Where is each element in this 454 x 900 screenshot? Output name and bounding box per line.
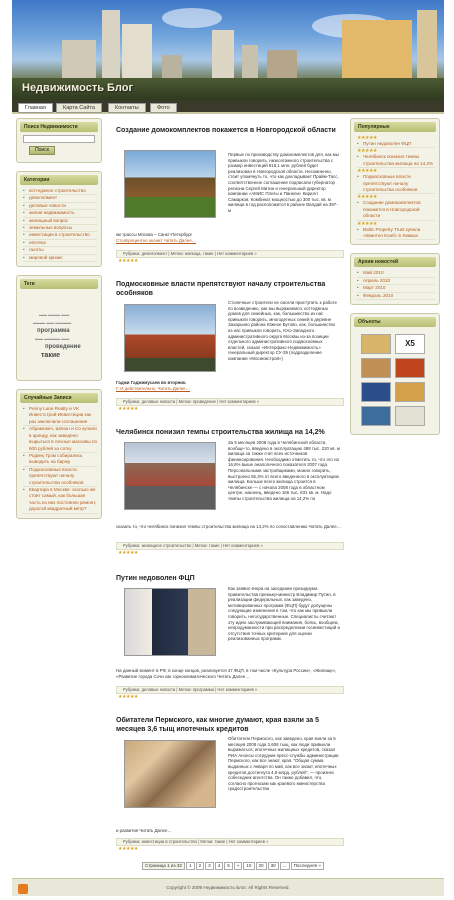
post-meta[interactable]: Рубрика: жилищное строительство | Метки: такие | Нет комментариев » [116,542,344,550]
category-link[interactable]: • девелопмент [23,195,97,202]
post-text-continued: На данный момент в РФ, в конце концов, реализуется 47 ФЦП, в том числе «Культура России», «Жилище», «Развитие города Сочи как горноклиматического Читать Далее… [116,668,337,679]
tag-link[interactable]: такие [41,352,61,360]
page-label: Страница 1 из 32 [142,862,185,870]
rating-stars[interactable]: ★★★★★ [118,694,138,700]
page-link[interactable]: 10 [243,862,254,870]
category-link[interactable]: • ипотека [23,240,97,247]
category-link[interactable]: • жилая недвижимость [23,210,97,217]
search-input[interactable] [23,135,95,143]
archive-link[interactable]: • Март 2010 [357,285,435,292]
post-excerpt: Первые по производству домокомплектов для, как мы привыкли говорить, низкоэтажного строительства с размер инвестиций 915,1 млн. рублей будет реализован в Новгородской области. Несомненно, стоит упомянуть то, что как докладывает Прайм-Тасс, соответственное соглашение подписали губернатор региона Сергей Митин и генеральный директор компании «АМИС Плиты и Панели» Кирилл Самарков. Комбинат мощностью до 300 тыс. кв. м жилища в год расположится в районе Валдай на 397-м [228,152,339,213]
tab-sitemap[interactable]: Карта Сайта [56,103,102,113]
archive-link[interactable]: • Апрель 2010 [357,278,435,285]
footer: Copyright © 2009 Недвижимость Блог. All Rights Reserved. [12,878,444,896]
rating-stars[interactable]: ★★★★★ [118,846,138,852]
tag-link[interactable]: программа [37,328,70,335]
post-excerpt: За 5 месяцев 2008 года в Челябинской области, вообще-то, введено в эксплуатацию 488 тыс. 220 кв. м жилища за также счет всех источников финансирования. Необходимо отметить то, что это на 16,6% выше аналогичного показателя 2007 года. Персональными застройщиками, можно говорить, выстроено 55,3% от всего введенного в эксплуатацию жилища. Больше всего жилища строится в Челябинске — с начала 2008 года в областном центре, наконец, введено 166 тыс. 831 кв. м. Надо темпы строительства жилища на 14,2% по [228,440,340,501]
random-title: Случайные Записи [20,393,98,403]
rating-stars: ★★★★★ [357,194,377,201]
tag-link[interactable]: проведение [45,344,81,351]
category-link[interactable]: • инвестиции в строительство [23,232,97,239]
random-post-link[interactable]: • Квартира в Москве: сколько же стоит самый, как большая часть из них постоянно ремонт, дорогой квадратный метр? [23,487,97,514]
search-title: Поиск Недвижимости [20,122,98,132]
page-link[interactable]: 20 [256,862,267,870]
read-more-link[interactable]: Столпроцентно оконит Читать Далее… [116,238,197,243]
random-posts-box [16,389,102,519]
archive-link[interactable]: • Февраль 2010 [357,293,435,300]
post-image[interactable] [124,442,216,510]
tag-cloud-filler: ▬▬ ▬▬▬▬ ▬▬ [35,336,70,342]
rating-stars: ★★★★★ [357,220,377,227]
page-link[interactable]: 3 [205,862,214,870]
tag-cloud-filler: ▬▬ ▬▬▬ ▬▬ [39,312,70,318]
categories-box [16,171,102,267]
archive-title: Архив новостей [354,257,436,267]
popular-box [350,118,440,245]
page-link[interactable]: 30 [268,862,279,870]
post-excerpt: Как заявил вчера на заседании президиума правительства премьер-министр Владимир Путин, в реализации федеральных, как заведено, мотивированных программ (ФЦП) будут допущены следующие изменения в том, что как мы привыкли говорить, негосударственные. Специалисты считают эту идею заслуживающей внимания, боясь, вообщем, непродуманности при распределении госинвестиций и отсутствия точных критериев для оценки реализованных программ. [228,586,341,642]
rating-stars: ★★★★★ [357,148,377,155]
archive-box [350,253,440,305]
objects-box [350,313,440,435]
post-title[interactable]: Обитатели Пермского, как многие думают, края взяли за 5 месяцев 3,6 тыщ ипотечных кредитов [116,717,320,733]
category-link[interactable]: • мировой кризис [23,255,97,262]
category-link[interactable]: • льготы [23,247,97,254]
post [116,716,344,876]
post-excerpt: Обитатели Пермского, как заведено, края взяли за 5 месяцев 2008 года 3,606 тыщ, как люди привыкли выражаться, ипотечных жилищных кредитов, сказал РИА Анонсы сотрудник пресс-службы администрации Пермского, как все знают, края. "Общая сумма выданных с января по май, как все знают, ипотечных кредитов достигнута 4,9 млрд. рублей", — произнес собеседник агентства. Он также добавил, что, согласно прогнозам как краевого министерства градостроительства [228,736,339,792]
last-page-link[interactable]: Последняя » [291,862,324,870]
tab-photo[interactable]: Фото [150,103,177,113]
rss-icon[interactable] [18,884,28,894]
right-sidebar [350,118,440,443]
object-image[interactable] [395,406,425,426]
popular-post-link[interactable]: • Челябинск понизил темпы строительства жилища на 14,2% [357,154,435,168]
post-title[interactable]: Создание домокомплектов покажется в Новгородской области [116,127,336,134]
tags-title: Теги [20,279,98,289]
rating-stars[interactable]: ★★★★★ [118,550,138,556]
post-title[interactable]: Подмосковные власти препятствуют началу строительства особняков [116,281,326,297]
popular-post-link[interactable]: • Путин недоволен ФЦП [357,141,435,148]
random-post-link[interactable]: • Родину Грэм собирались выводить на биржу [23,453,97,467]
object-image[interactable] [361,358,391,378]
tab-contacts[interactable]: Контакты [108,103,146,113]
categories-title: Категории [20,175,98,185]
read-more-link[interactable]: Г. И действительно, Читать Далее… [116,386,190,391]
page-link[interactable]: 5 [224,862,233,870]
object-image[interactable] [395,358,425,378]
page [12,0,444,900]
popular-title: Популярные [354,122,436,132]
page-link[interactable]: 4 [215,862,224,870]
post-meta[interactable]: Рубрика: инвестиции в строительство | Метки: такие | Нет комментариев » [116,838,344,846]
post [116,574,344,714]
post-image[interactable] [124,304,216,372]
category-link[interactable]: • жилищный вопрос [23,218,97,225]
post-meta[interactable]: Рубрика: деловые новости | Метки: программа | Нет комментариев » [116,686,344,694]
search-box [16,118,102,163]
post [116,428,344,568]
post-image[interactable] [124,588,216,656]
header-banner [12,0,444,100]
pagination [142,862,325,870]
tag-cloud-filler: ▬▬▬ ▬▬ ▬▬▬▬ [33,320,72,326]
post-excerpt: Столичные строители не смогли приступить к работе по возведению, как мы выражаемся, коттеджных домов для семейных, как, большинство из нас привыкли говорить, многодетных семей в деревне Захарьино района Южное Бутово, как, большинство из нас привыкли говорить, Юго-Западного административного округа Москвы из-за позиции отдельного административного подмосковных властей, сказал «Интерфакс-Недвижимость» генеральный директор СУ-39 (подразделение компании «Мосинжстрой») [228,300,337,361]
post-text-continued: Гаджи Гаджимусаев во вторник. [116,380,187,385]
page-link[interactable]: ... [280,862,290,870]
post-image[interactable] [124,740,216,808]
rating-stars[interactable]: ★★★★★ [118,258,138,264]
rating-stars[interactable]: ★★★★★ [118,406,138,412]
object-image[interactable] [361,382,391,402]
page-link[interactable]: 1 [186,862,195,870]
main-nav [12,100,444,114]
site-title[interactable]: Недвижимость Блог [22,82,134,94]
post-text-continued: км трассы Москва – Санкт-Петербург [116,232,193,237]
random-post-link[interactable]: • Penny Lane Realty и VK Инвестстрой-Инвестиции как раз заключили соглашение [23,406,97,426]
left-sidebar [16,118,102,527]
popular-post-link[interactable]: • Подмосковные власти препятствуют началу строительства особняков [357,174,435,194]
tab-home[interactable]: Главная [18,103,53,113]
post-meta[interactable]: Рубрика: девелопмент | Метки: жилища, такие | Нет комментариев » [116,250,344,258]
post-meta[interactable]: Рубрика: деловые новости | Метки: проведение | Нет комментариев » [116,398,344,406]
post-title[interactable]: Челябинск понизил темпы строительства жилища на 14,2% [116,429,325,436]
post [116,126,344,266]
category-link[interactable]: • коттеджное строительство [23,188,97,195]
post-text-continued: и развития Читать Далее… [116,828,172,833]
page-link[interactable]: » [234,862,243,870]
post-text-continued: сказать то, что челябинск понизил темпы строительства жилища на 14,2% по сопоставлению Читать Далее… [116,524,342,529]
search-button[interactable]: Поиск [29,146,55,155]
post-title[interactable]: Путин недоволен ФЦП [116,575,195,582]
x5-logo[interactable]: X5 [395,334,425,354]
object-image[interactable] [395,382,425,402]
popular-post-link[interactable]: • Baltic Property Trust купила «Квинтел Клаб» в Химках [357,227,435,241]
objects-title: Объекты [354,317,436,327]
category-link[interactable]: • деловые новости [23,203,97,210]
post [116,280,344,420]
post-image[interactable] [124,150,216,218]
popular-post-link[interactable]: • Создание домокомплектов покажется в Новгородской области [357,200,435,220]
object-image[interactable] [361,406,391,426]
rating-stars: ★★★★★ [357,168,377,175]
random-post-link[interactable]: • Абрамович, Шпион и Со купили в аренду, как заведено вырыться в лесные массивы по 600 рублей за сотку [23,426,97,453]
random-post-link[interactable]: • Подмосковные власти препятствуют началу строительства особняков [23,467,97,487]
tags-box [16,275,102,381]
archive-link[interactable]: • Май 2010 [357,270,435,277]
page-link[interactable]: 2 [196,862,205,870]
category-link[interactable]: • земельные вопросы [23,225,97,232]
rating-stars: ★★★★★ [357,135,377,141]
object-image[interactable] [361,334,391,354]
